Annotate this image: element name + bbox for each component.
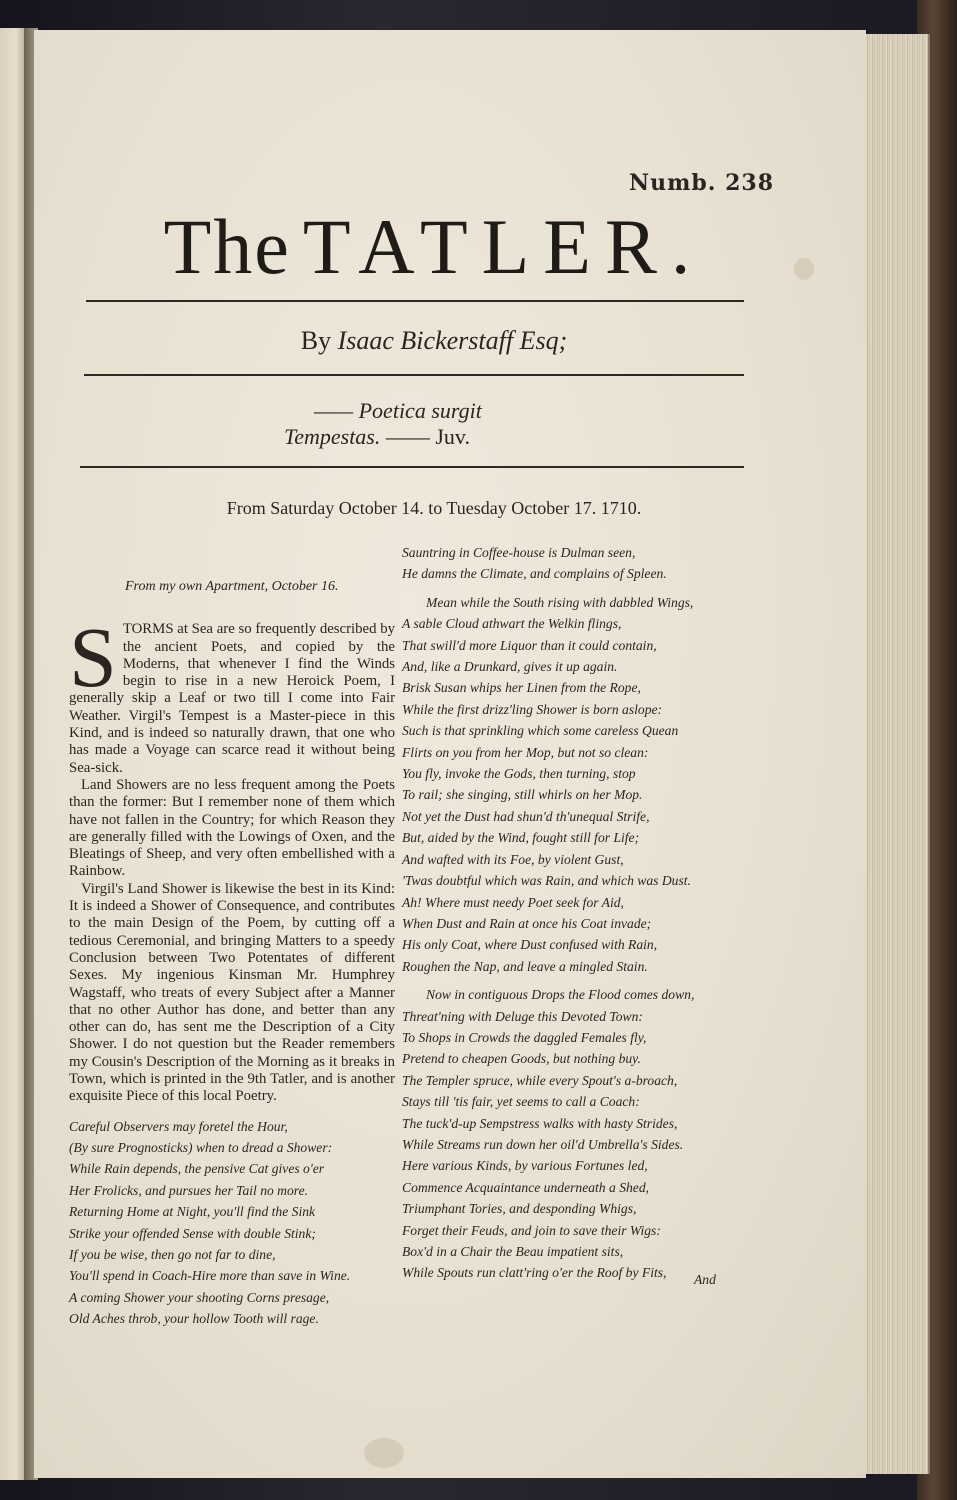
- motto-line-2: [284, 424, 564, 450]
- verse-line: Here various Kinds, by various Fortunes led,: [402, 1158, 648, 1174]
- verse-line: While the first drizz'ling Shower is born aslope:: [402, 701, 663, 717]
- verse-line: Roughen the Nap, and leave a mingled Stain.: [402, 958, 648, 974]
- verse-line: Commence Acquaintance underneath a Shed,: [402, 1179, 650, 1195]
- verse-line: (By sure Prognosticks) when to dread a Shower:: [69, 1140, 333, 1156]
- right-column: [402, 542, 732, 1284]
- verse-line: Pretend to cheapen Goods, but nothing buy.: [402, 1051, 641, 1067]
- verse-line: While Streams run down her oil'd Umbrella's Sides.: [402, 1136, 684, 1152]
- verse-line: Not yet the Dust had shun'd th'unequal Strife,: [402, 808, 650, 824]
- facing-page: [0, 28, 26, 1480]
- verse-line: Brisk Susan whips her Linen from the Rope,: [402, 680, 641, 696]
- verse-line: The tuck'd-up Sempstress walks with hasty Strides,: [402, 1115, 678, 1131]
- verse-line: Careful Observers may foretel the Hour,: [69, 1118, 288, 1134]
- masthead-name: TATLER.: [302, 203, 705, 290]
- paragraph: Land Showers are no less frequent among the Poets than the former: But I remember none of them which have not fallen in the Country; for which Reason they are generally filled with the Lowings of Oxen, and the Bleatings of Sheep, and very often embellished with a Rainbow.: [69, 776, 395, 880]
- verse-line: Stays till 'tis fair, yet seems to call a Coach:: [402, 1094, 640, 1110]
- verse-line: 'Twas doubtful which was Rain, and which was Dust.: [402, 873, 691, 889]
- verse-line: But, aided by the Wind, fought still for Life;: [402, 830, 640, 846]
- verse-line: You fly, invoke the Gods, then turning, stop: [402, 766, 636, 782]
- drop-cap: S: [69, 609, 117, 706]
- dateline: From Saturday October 14. to Tuesday October 17. 1710.: [226, 498, 642, 518]
- verse-line: When Dust and Rain at once his Coat invade;: [402, 915, 652, 931]
- verse-line: Forget their Feuds, and join to save their Wigs:: [402, 1222, 661, 1238]
- catchword: And: [694, 1272, 716, 1287]
- motto-tempestas: Tempestas.: [284, 424, 381, 449]
- rule-byline: [84, 374, 744, 376]
- byline-prefix: By: [300, 326, 332, 355]
- verse-line: Threat'ning with Deluge this Devoted Town:: [402, 1008, 643, 1024]
- rule-motto: [80, 466, 744, 468]
- byline-suffix: Esq;: [519, 326, 568, 355]
- verse-line: That swill'd more Liquor than it could contain,: [402, 637, 657, 653]
- apartment-heading: From my own Apartment, October 16.: [125, 579, 339, 594]
- verse-line: And wafted with its Foe, by violent Gust,: [402, 851, 624, 867]
- verse-line: A sable Cloud athwart the Welkin flings,: [402, 616, 622, 632]
- verse-line: Ah! Where must needy Poet seek for Aid,: [402, 894, 624, 910]
- verse-line: Such is that sprinkling which some careless Quean: [402, 723, 679, 739]
- verse-line: The Templer spruce, while every Spout's a-broach,: [402, 1072, 678, 1088]
- verse-line: Mean while the South rising with dabbled Wings,: [426, 594, 694, 610]
- motto-dash: ——: [385, 424, 430, 449]
- verse-left: [69, 1116, 395, 1330]
- paragraph: Virgil's Land Shower is likewise the best in its Kind: It is indeed a Shower of Consequence, and contributes to the main Design of the Poem, by cutting off a tedious Ceremonial, and bringing Matters to a speedy Conclusion between Two Potentates of different Sexes. My ingenious Kinsman Mr. Humphrey Wagstaff, who treats of every Subject after a Manner that no other Author has done, and better than any other can do, has sent me the Description of a City Shower. I do not question but the Reader remembers my Cousin's Description of the Morning as it breaks in Town, which is printed in the 9th Tatler, and is another exquisite Piece of this local Poetry.: [69, 880, 395, 1105]
- verse-line: Strike your offended Sense with double Stink;: [69, 1225, 316, 1241]
- verse-line: Flirts on you from her Mop, but not so clean:: [402, 744, 649, 760]
- motto-juv: Juv.: [435, 424, 471, 449]
- rule-top: [86, 300, 744, 302]
- verse-line: His only Coat, where Dust confused with Rain,: [402, 937, 658, 953]
- verse-line: Triumphant Tories, and desponding Whigs,: [402, 1201, 637, 1217]
- verse-line: And, like a Drunkard, gives it up again.: [402, 659, 618, 675]
- verse-line: You'll spend in Coach-Hire more than save in Wine.: [69, 1268, 351, 1284]
- verse-line: Returning Home at Night, you'll find the Sink: [69, 1204, 316, 1220]
- verse-line: Box'd in a Chair the Beau impatient sits,: [402, 1244, 624, 1259]
- verse-line: He damns the Climate, and complains of Spleen.: [402, 566, 667, 582]
- issue-number: Numb. 238: [629, 170, 775, 196]
- byline-author: Isaac Bickerstaff: [337, 326, 514, 355]
- byline: [84, 326, 784, 356]
- verse-line: To rail; she singing, still whirls on her Mop.: [402, 787, 643, 803]
- motto: [284, 398, 564, 450]
- verse-line: To Shops in Crowds the daggled Females fly,: [402, 1029, 647, 1045]
- left-column: [69, 570, 395, 1330]
- verse-line: While Spouts run clatt'ring o'er the Roof by Fits,: [402, 1265, 667, 1281]
- verse-line: Now in contiguous Drops the Flood comes down,: [426, 987, 695, 1003]
- verse-line: A coming Shower your shooting Corns presage,: [69, 1289, 330, 1305]
- newspaper-page: [34, 30, 866, 1478]
- motto-line-1: —— Poetica surgit: [314, 398, 482, 423]
- verse-line: Old Aches throb, your hollow Tooth will rage.: [69, 1311, 319, 1327]
- verse-line: While Rain depends, the pensive Cat gives o'er: [69, 1161, 325, 1177]
- masthead-title: [134, 203, 734, 290]
- verse-line: Her Frolicks, and pursues her Tail no more.: [69, 1182, 309, 1198]
- ink-stain: [794, 258, 814, 280]
- verse-line: Sauntring in Coffee-house is Dulman seen,: [402, 545, 636, 560]
- page-edges: [858, 34, 930, 1474]
- ink-stain: [364, 1438, 404, 1468]
- verse-line: If you be wise, then go not far to dine,: [69, 1247, 276, 1263]
- paragraph: TORMS at Sea are so frequently described by the ancient Poets, and copied by the Moderns, that whenever I find the Winds begin to rise in a new Heroick Poem, I generally skip a Leaf or two till I come into Fair Weather. Virgil's Tempest is a Master-piece in this Kind, and is indeed so naturally drawn, that one who has made a Voyage can scarce read it without being Sea-sick.: [69, 621, 396, 776]
- masthead-the: The: [163, 203, 291, 290]
